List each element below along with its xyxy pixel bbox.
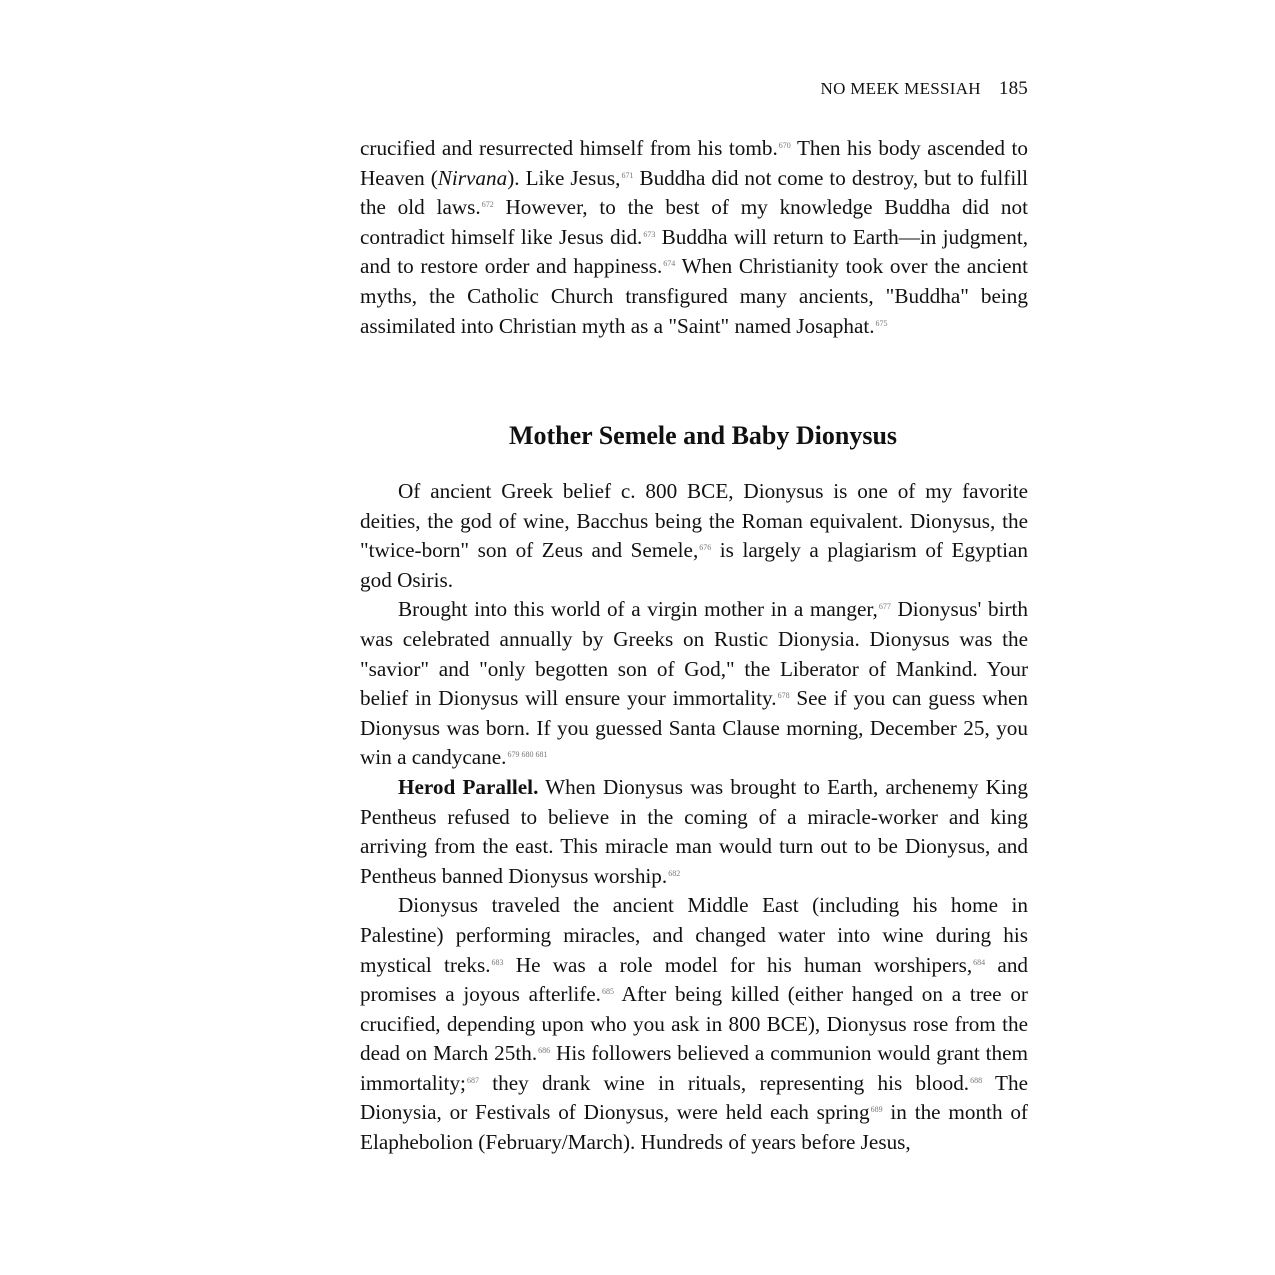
- top-text-block: [360, 134, 1028, 341]
- footnote-ref: 686: [538, 1046, 551, 1056]
- footnote-ref: 675: [875, 318, 888, 328]
- text-run: However, to the best of my knowledge Buddha did not contradict himself like Jesus did.: [360, 195, 1028, 249]
- footnote-ref: 684: [973, 957, 986, 967]
- italic-term: Nirvana: [437, 165, 508, 190]
- main-text-block: [360, 477, 1028, 1158]
- text-run: Buddha did not come to destroy, but to fulfill the old laws.: [360, 165, 1028, 220]
- footnote-ref: 677: [878, 602, 891, 612]
- footnote-ref: 679 680 681: [507, 750, 548, 760]
- text-run: is largely a plagiarism of Egyptian god Osiris.: [360, 538, 1028, 592]
- text-run: and promises a joyous afterlife.: [360, 952, 1029, 1007]
- text-run: Dionysus' birth was celebrated annually by Greeks on Rustic Dionysia. Dionysus was the "savior" and "only begotten son of God," the Liberator of Mankind. Your belief in Dionysus will ensure your immortality.: [360, 597, 1028, 711]
- text-run: they drank wine in rituals, representing his blood.: [478, 1070, 970, 1095]
- text-run: Then his body ascended to Heaven (: [360, 136, 1029, 190]
- footnote-ref: 673: [643, 229, 656, 239]
- paragraph-dionysus-travels: [360, 891, 1028, 1157]
- text-run: After being killed (either hanged on a tree or crucified, depending upon who you ask in 800 BCE), Dionysus rose from the dead on March 25th.: [360, 982, 1028, 1066]
- text-run: When Dionysus was brought to Earth, archenemy King Pentheus refused to believe in the coming of a miracle-worker and king arriving from the east. This miracle man would turn out to be Dionysus, and Pentheus banned Dionysus worship.: [360, 774, 1028, 888]
- text-run: See if you can guess when Dionysus was born. If you guessed Santa Clause morning, December 25, you win a candycane.: [360, 686, 1028, 770]
- footnote-ref: 685: [601, 987, 614, 997]
- paragraph-herod-parallel: [360, 773, 1028, 891]
- paragraph-buddha-continuation: [360, 134, 1028, 341]
- text-run: The Dionysia, or Festivals of Dionysus, were held each spring: [360, 1070, 1028, 1125]
- running-header: [360, 78, 1028, 100]
- text-run: When Christianity took over the ancient myths, the Catholic Church transfigured many ancients, "Buddha" being assimilated into Christian myth as a "Saint" named Josaphat.: [360, 254, 1028, 338]
- section-heading: Mother Semele and Baby Dionysus: [508, 421, 898, 450]
- footnote-ref: 676: [699, 543, 712, 553]
- footnote-ref: 687: [466, 1075, 479, 1085]
- text-run: Brought into this world of a virgin mother in a manger,: [398, 597, 878, 622]
- paragraph-dionysus-intro: [360, 477, 1028, 595]
- text-run: ). Like Jesus,: [507, 165, 621, 190]
- footnote-ref: 683: [491, 957, 504, 967]
- footnote-ref: 682: [668, 868, 681, 878]
- footnote-ref: 674: [663, 259, 676, 269]
- bold-lead-in: Herod Parallel.: [398, 774, 539, 799]
- text-run: His followers believed a communion would grant them immortality;: [360, 1041, 1028, 1095]
- text-run: Buddha will return to Earth—in judgment, and to restore order and happiness.: [360, 224, 1028, 279]
- footnote-ref: 678: [777, 691, 790, 701]
- text-run: Of ancient Greek belief c. 800 BCE, Dionysus is one of my favorite deities, the god of wine, Bacchus being the Roman equivalent. Dionysus, the "twice-born" son of Zeus and Semele,: [360, 479, 1028, 563]
- text-run: He was a role model for his human worshipers,: [503, 952, 973, 977]
- text-run: Dionysus traveled the ancient Middle East (including his home in Palestine) performing miracles, and changed water into wine during his mystical treks.: [360, 893, 1028, 977]
- footnote-ref: 688: [970, 1075, 983, 1085]
- footnote-ref: 670: [778, 141, 791, 150]
- footnote-ref: 689: [870, 1105, 883, 1115]
- page-number: 185: [998, 78, 1028, 99]
- footnote-ref: 671: [621, 170, 634, 180]
- paragraph-virgin-birth: [360, 595, 1028, 773]
- running-title: NO MEEK MESSIAH: [820, 79, 981, 98]
- text-run: crucified and resurrected himself from his tomb.: [360, 136, 778, 160]
- footnote-ref: 672: [481, 200, 494, 210]
- text-run: in the month of Elaphebolion (February/March). Hundreds of years before Jesus,: [360, 1100, 1028, 1155]
